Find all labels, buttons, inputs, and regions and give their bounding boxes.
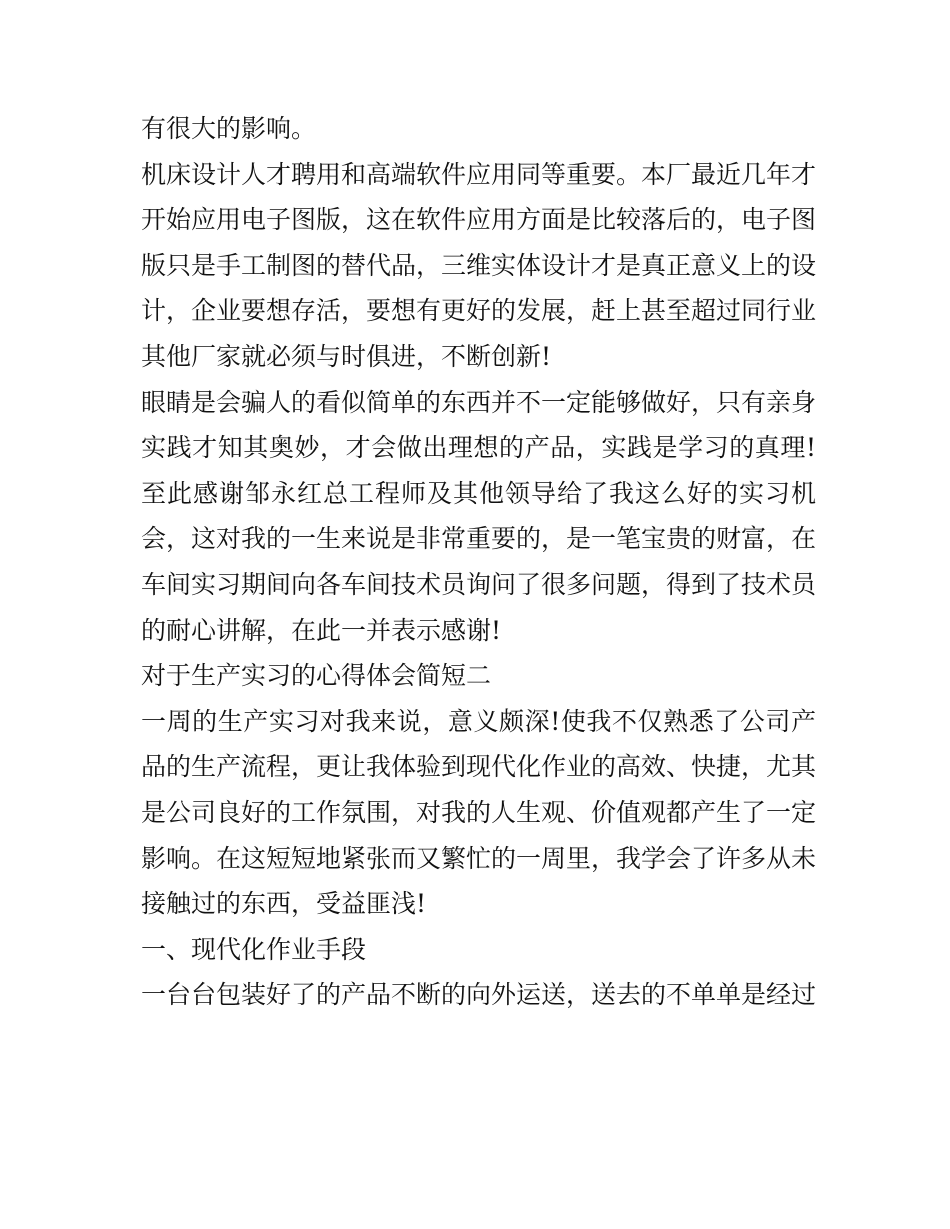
text-line: 版只是手工制图的替代品，三维实体设计才是真正意义上的设: [141, 250, 817, 280]
text-line: 机床设计人才聘用和高端软件应用同等重要。本厂最近几年才: [141, 159, 817, 189]
text-line: 其他厂家就必须与时俱进，不断创新!: [141, 341, 552, 371]
text-line: 眼睛是会骗人的看似简单的东西并不一定能够做好，只有亲身: [141, 387, 817, 417]
text-line: 一周的生产实习对我来说，意义颇深!使我不仅熟悉了公司产: [141, 706, 816, 736]
text-line: 会，这对我的一生来说是非常重要的，是一笔宝贵的财富，在: [141, 524, 817, 554]
text-line: 的耐心讲解，在此一并表示感谢!: [141, 615, 502, 645]
text-line: 是公司良好的工作氛围，对我的人生观、价值观都产生了一定: [141, 797, 817, 827]
text-line: 实践才知其奥妙，才会做出理想的产品，实践是学习的真理!: [141, 433, 816, 463]
text-line: 车间实习期间向各车间技术员询问了很多问题，得到了技术员: [141, 569, 817, 599]
text-line: 接触过的东西，受益匪浅!: [141, 889, 427, 919]
document-body: [141, 106, 816, 1018]
text-line: 计，企业要想存活，要想有更好的发展，赶上甚至超过同行业: [141, 296, 817, 326]
text-line: 品的生产流程，更让我体验到现代化作业的高效、快捷，尤其: [141, 752, 817, 782]
text-line: 影响。在这短短地紧张而又繁忙的一周里，我学会了许多从未: [141, 843, 817, 873]
text-line: 有很大的影响。: [141, 114, 317, 143]
text-line: 一台台包装好了的产品不断的向外运送，送去的不单单是经过: [141, 980, 817, 1010]
text-line: 至此感谢邹永红总工程师及其他领导给了我这么好的实习机: [141, 478, 816, 508]
text-line: 对于生产实习的心得体会简短二: [141, 661, 492, 691]
text-line: 一、现代化作业手段: [141, 934, 367, 964]
text-line: 开始应用电子图版，这在软件应用方面是比较落后的，电子图: [141, 205, 817, 235]
